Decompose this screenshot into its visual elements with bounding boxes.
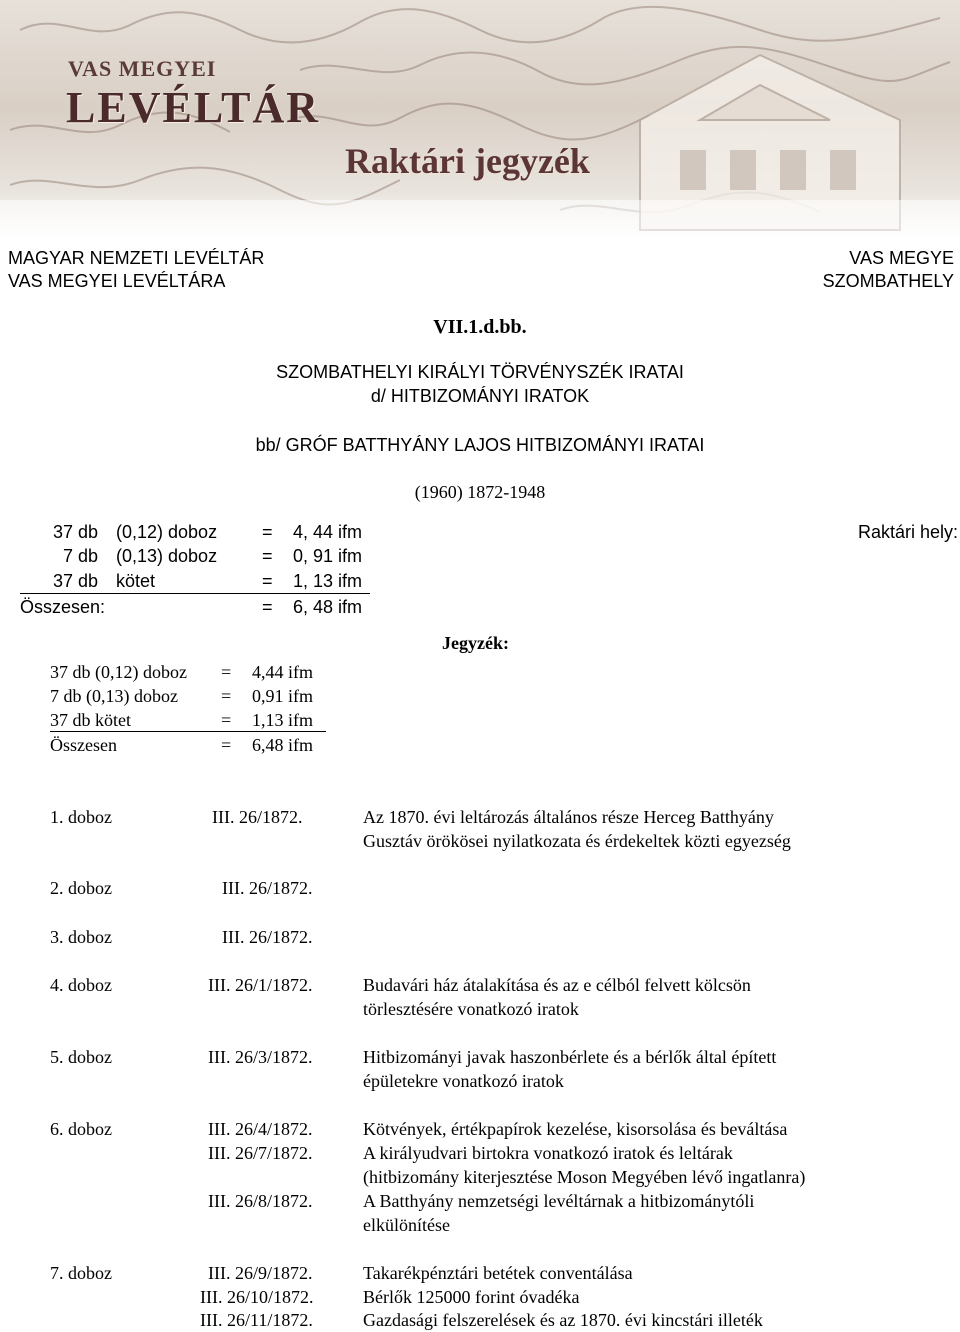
fond-title-line3: bb/ GRÓF BATTHYÁNY LAJOS HITBIZOMÁNYI IRATAI xyxy=(255,435,705,455)
entry-box: 2. doboz xyxy=(50,878,112,898)
entry-code: III. 26/3/1872. xyxy=(208,1047,313,1067)
entry-description: A Batthyány nemzetségi levéltárnak a hitbizománytóli xyxy=(363,1191,755,1211)
summary-serif-label: 7 db (0,13) doboz xyxy=(50,686,178,706)
fond-years: (1960) 1872-1948 xyxy=(414,482,546,502)
summary-divider xyxy=(20,593,370,594)
summary-serif-total-equals: = xyxy=(221,735,232,755)
summary-equals: = xyxy=(262,522,273,542)
summary-value: 0, 91 ifm xyxy=(293,546,363,566)
summary-equals: = xyxy=(262,571,273,591)
entry-description: Kötvények, értékpapírok kezelése, kisorsolása és beváltása xyxy=(363,1119,788,1139)
banner-subtitle: Raktári jegyzék xyxy=(345,141,590,181)
fond-code: VII.1.d.bb. xyxy=(433,316,527,338)
summary-serif-equals: = xyxy=(221,710,232,730)
entry-code: III. 26/1/1872. xyxy=(208,975,313,995)
summary-equals: = xyxy=(262,546,273,566)
banner-small-title: VAS MEGYEI xyxy=(68,56,217,81)
fond-title-line1: SZOMBATHELYI KIRÁLYI TÖRVÉNYSZÉK IRATAI xyxy=(276,362,684,382)
entry-code: III. 26/8/1872. xyxy=(208,1191,313,1211)
entry-code: III. 26/1872. xyxy=(222,927,313,947)
entry-description: Takarékpénztári betétek conventálása xyxy=(363,1263,633,1283)
banner-big-title: LEVÉLTÁR xyxy=(66,83,321,132)
entry-description: Bérlők 125000 forint óvadéka xyxy=(363,1287,580,1307)
entry-box: 4. doboz xyxy=(50,975,112,995)
entry-description: Az 1870. évi leltározás általános része Herceg Batthyány xyxy=(363,807,774,827)
summary-value: 4, 44 ifm xyxy=(293,522,363,542)
entry-code: III. 26/4/1872. xyxy=(208,1119,313,1139)
summary-unit: (0,13) doboz xyxy=(116,546,218,566)
entry-description: épületekre vonatkozó iratok xyxy=(363,1071,564,1091)
summary-count: 37 db xyxy=(52,571,98,591)
entry-description: Hitbizományi javak haszonbérlete és a bérlők által épített xyxy=(363,1047,777,1067)
entry-description: elkülönítése xyxy=(363,1215,450,1235)
header-banner xyxy=(0,0,960,240)
summary-total-value: 6, 48 ifm xyxy=(293,597,363,617)
summary-total-label: Összesen: xyxy=(20,597,106,617)
summary-count: 7 db xyxy=(62,546,98,566)
entry-description: A királyudvari birtokra vonatkozó iratok és leltárak xyxy=(363,1143,733,1163)
entry-code: III. 26/1872. xyxy=(222,878,313,898)
header-left-line2: VAS MEGYEI LEVÉLTÁRA xyxy=(8,271,226,291)
summary-serif-total-value: 6,48 ifm xyxy=(252,735,313,755)
summary-serif-value: 1,13 ifm xyxy=(252,710,313,730)
fond-title-line2: d/ HITBIZOMÁNYI IRATOK xyxy=(370,386,590,406)
entry-code: III. 26/11/1872. xyxy=(200,1310,313,1330)
entry-box: 7. doboz xyxy=(50,1263,112,1283)
summary-serif-total-label: Összesen xyxy=(50,735,117,755)
summary-serif-equals: = xyxy=(221,662,232,682)
summary-total-equals: = xyxy=(262,597,273,617)
summary-serif-divider xyxy=(50,731,326,732)
entry-code: III. 26/10/1872. xyxy=(200,1287,314,1307)
entry-box: 6. doboz xyxy=(50,1119,112,1139)
summary-serif-label: 37 db kötet xyxy=(50,710,131,730)
entry-description: Gusztáv örökösei nyilatkozata és érdekeltek közti egyezség xyxy=(363,831,791,851)
summary-serif-equals: = xyxy=(221,686,232,706)
summary-serif-label: 37 db (0,12) doboz xyxy=(50,662,187,682)
entry-code: III. 26/9/1872. xyxy=(208,1263,313,1283)
entry-box: 1. doboz xyxy=(50,807,112,827)
summary-serif-value: 0,91 ifm xyxy=(252,686,313,706)
header-left-line1: MAGYAR NEMZETI LEVÉLTÁR xyxy=(8,248,265,268)
summary-unit: (0,12) doboz xyxy=(116,522,218,542)
entry-description: Budavári ház átalakítása és az e célból felvett kölcsön xyxy=(363,975,751,995)
header-right-line1: VAS MEGYE xyxy=(849,248,954,268)
summary-count: 37 db xyxy=(52,522,98,542)
entry-code: III. 26/7/1872. xyxy=(208,1143,313,1163)
summary-unit: kötet xyxy=(116,571,156,591)
entry-description: Gazdasági felszerelések és az 1870. évi kincstári illeték xyxy=(363,1310,763,1330)
entry-box: 5. doboz xyxy=(50,1047,112,1067)
entry-description: (hitbizomány kiterjesztése Moson Megyében lévő ingatlanra) xyxy=(363,1167,806,1187)
storage-location-label: Raktári hely: xyxy=(857,522,958,542)
list-label: Jegyzék: xyxy=(442,633,509,653)
summary-serif-value: 4,44 ifm xyxy=(252,662,313,682)
entry-code: III. 26/1872. xyxy=(212,807,303,827)
entry-box: 3. doboz xyxy=(50,927,112,947)
header-right-line2: SZOMBATHELY xyxy=(822,271,954,291)
summary-value: 1, 13 ifm xyxy=(293,571,363,591)
entry-description: törlesztésére vonatkozó iratok xyxy=(363,999,579,1019)
